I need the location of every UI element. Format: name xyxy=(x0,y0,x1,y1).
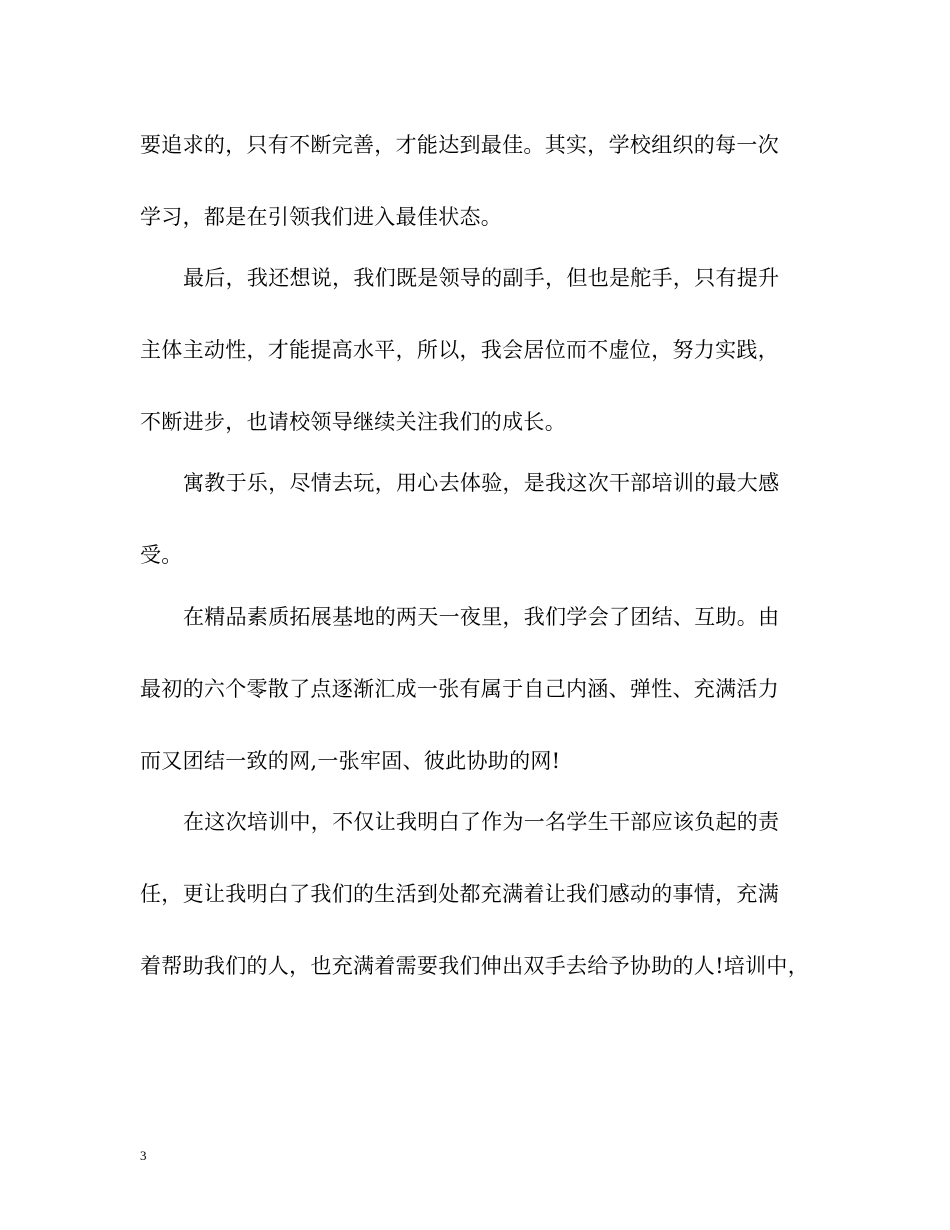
paragraph-start-line: 在精品素质拓展基地的两天一夜里，我们学会了团结、互助。由 xyxy=(183,605,780,629)
text-line: 任，更让我明白了我们的生活到处都充满着让我们感动的事情，充满 xyxy=(140,882,779,906)
text-line: 要追求的，只有不断完善，才能达到最佳。其实，学校组织的每一次 xyxy=(140,133,779,157)
text-line: 主体主动性，才能提高水平，所以，我会居位而不虚位，努力实践， xyxy=(140,338,779,362)
text-line: 最初的六个零散了点逐渐汇成一张有属于自己内涵、弹性、充满活力 xyxy=(140,677,779,701)
text-line: 学习，都是在引领我们进入最佳状态。 xyxy=(140,205,503,229)
text-line: 着帮助我们的人，也充满着需要我们伸出双手去给予协助的人!培训中， xyxy=(140,954,810,978)
paragraph-start-line: 寓教于乐，尽情去玩，用心去体验，是我这次干部培训的最大感 xyxy=(183,471,780,495)
text-line: 而又团结一致的网,一张牢固、彼此协助的网! xyxy=(140,749,561,773)
paragraph-start-line: 在这次培训中，不仅让我明白了作为一名学生干部应该负起的责 xyxy=(183,810,780,834)
text-line: 受。 xyxy=(140,543,183,567)
page-number: 3 xyxy=(140,1148,147,1163)
paragraph-start-line: 最后，我还想说，我们既是领导的副手，但也是舵手，只有提升 xyxy=(183,266,780,290)
text-line: 不断进步，也请校领导继续关注我们的成长。 xyxy=(140,410,566,434)
